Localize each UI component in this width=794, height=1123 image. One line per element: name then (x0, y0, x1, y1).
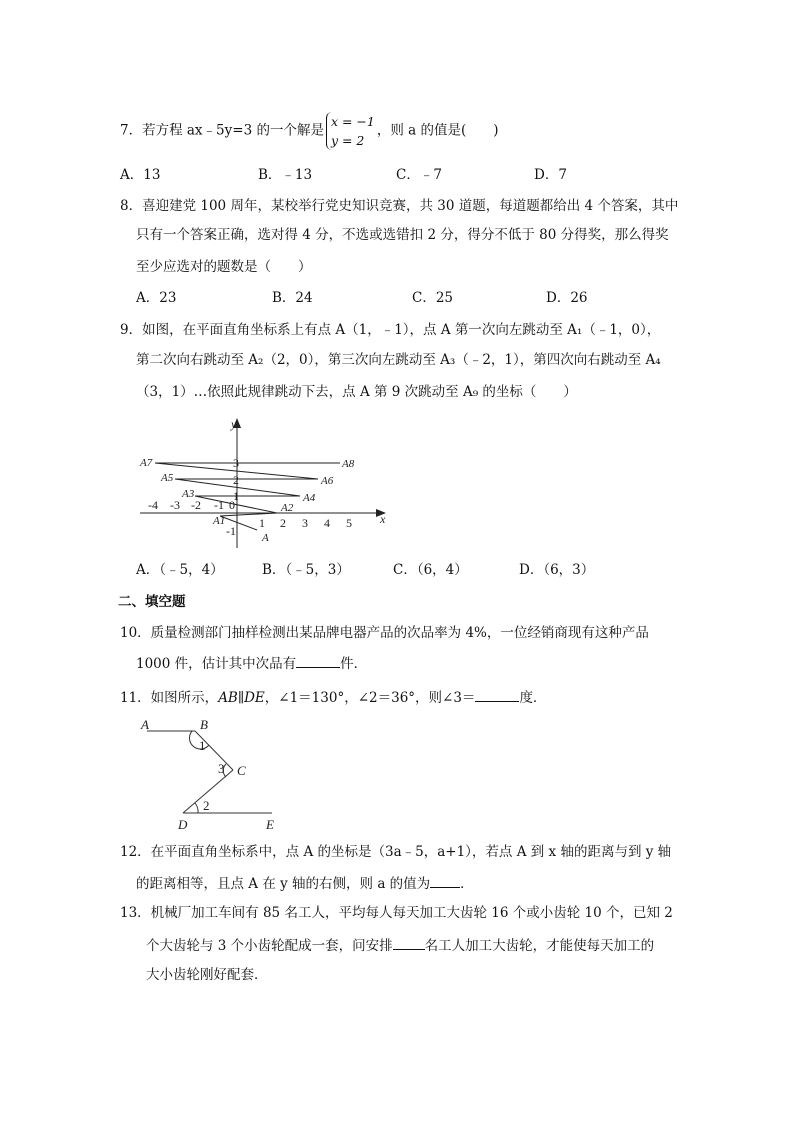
q13-text: 个大齿轮与 3 个小齿轮配成一套，问安排 (146, 938, 393, 954)
point-label: A (262, 532, 269, 544)
point-label: A4 (303, 492, 316, 504)
angle-2-label: 2 (203, 798, 210, 813)
x-tick: 1 (259, 516, 265, 530)
answer-blank[interactable] (430, 873, 460, 888)
q8-option-d: D．26 (546, 290, 588, 306)
q8-option-a: A．23 (136, 290, 177, 306)
equation-2: y = 2 (330, 133, 365, 148)
q12-line: 12．在平面直角坐标系中，点 A 的坐标是（3a﹣5，a+1），若点 A 到 x 轴的距离与到 y 轴 (120, 844, 672, 860)
point-label: A6 (321, 475, 334, 487)
y-label: y (231, 417, 237, 431)
q12-line (136, 873, 474, 893)
q9-line: 第二次向右跳动至 A₂（2，0），第三次向左跳动至 A₃（﹣2，1），第四次向右跳动至 A₄ (136, 352, 661, 368)
label-a: A (141, 717, 149, 732)
q7-option-d: D．7 (534, 167, 567, 183)
point-label: A8 (342, 458, 355, 470)
point-label: A7 (140, 457, 153, 469)
q13-line: 13．机械厂加工车间有 85 名工人，平均每人每天加工大齿轮 16 个或小齿轮 10 个，已知 2 (120, 905, 673, 921)
q10-line: 10．质量检测部门抽样检测出某品牌电器产品的次品率为 4%，一位经销商现有这种产品 (120, 625, 649, 641)
q9-option-b: B．（﹣5，3） (262, 562, 350, 578)
point-label: A1 (213, 515, 226, 527)
x-tick: -4 (148, 498, 158, 512)
answer-blank[interactable] (393, 935, 425, 950)
q11-text: 度． (519, 690, 547, 706)
angle-1-label: 1 (199, 738, 206, 753)
q11-line (120, 687, 546, 707)
q9-option-c: C．（6，4） (393, 562, 468, 578)
point-label: A5 (161, 472, 174, 484)
q13-text: 名工人加工大齿轮，才能使每天加工的 (424, 938, 655, 954)
y-tick: 3 (233, 456, 239, 470)
q12-text: 的距离相等，且点 A 在 y 轴的右侧，则 a 的值为 (136, 876, 431, 892)
q10-line (136, 653, 367, 673)
angle-2-arc (195, 803, 198, 813)
q8-line: 8．喜迎建党 100 周年，某校举行党史知识竞赛，共 30 道题，每道题都给出 4 个答案，其中 (120, 198, 679, 214)
x-tick: 0 (229, 498, 235, 512)
label-c: C (237, 763, 246, 778)
q13-line (146, 935, 654, 955)
x-label: x (380, 512, 386, 526)
q7-tail: ，则 a 的值是( ) (376, 122, 499, 139)
x-tick: -3 (170, 498, 180, 512)
parallel-lines-figure (147, 731, 272, 813)
x-tick: -2 (191, 498, 201, 512)
q9-line: （3，1）…依照此规律跳动下去，点 A 第 9 次跳动至 A₉ 的坐标（ ） (136, 384, 577, 400)
equation-1: x = −1 (330, 114, 375, 129)
q8-line: 只有一个答案正确，选对得 4 分，不选或选错扣 2 分，得分不低于 80 分得奖，那么得奖 (136, 227, 669, 243)
label-e: E (266, 817, 274, 832)
q10-text: 件． (340, 656, 368, 672)
x-tick: 4 (324, 516, 330, 530)
y-tick: -1 (226, 524, 236, 538)
q7-option-a: A．13 (120, 167, 161, 183)
q9-option-d: D．（6，3） (519, 562, 595, 578)
x-tick: 2 (280, 516, 286, 530)
q9-option-a: A．（﹣5，4） (136, 562, 224, 578)
x-tick: 5 (346, 516, 352, 530)
q7-stem: 7．若方程 ax﹣5y=3 的一个解是 (120, 122, 324, 139)
angle-3-label: 3 (218, 761, 225, 776)
y-tick: 2 (233, 473, 239, 487)
q8-option-b: B．24 (272, 290, 313, 306)
q12-text: ． (460, 876, 474, 892)
label-b: B (200, 717, 208, 732)
label-d: D (178, 817, 188, 832)
point-label: A3 (182, 488, 195, 500)
x-tick: -1 (214, 498, 224, 512)
q8-option-c: C．25 (412, 290, 454, 306)
q10-text: 1000 件，估计其中次品有 (136, 656, 297, 672)
x-tick: 3 (302, 516, 308, 530)
q8-line: 至少应选对的题数是（ ） (136, 259, 312, 275)
point-label: A2 (281, 502, 294, 514)
section-heading: 二、填空题 (118, 594, 186, 610)
q7-option-c: C．﹣7 (396, 167, 442, 183)
q7-option-b: B．﹣13 (258, 167, 313, 183)
q11-text: ，∠1＝130°，∠2＝36°，则∠3＝ (264, 690, 476, 706)
answer-blank[interactable] (475, 687, 519, 702)
y-tick: 1 (233, 489, 239, 503)
q13-line: 大小齿轮刚好配套． (146, 967, 268, 983)
q11-parallel: AB∥DE (218, 690, 265, 706)
answer-blank[interactable] (296, 653, 340, 668)
q11-text: 11．如图所示， (120, 690, 219, 706)
q9-line: 9．如图，在平面直角坐标系上有点 A（1，﹣1），点 A 第一次向左跳动至 A₁（﹣1，0）， (120, 322, 661, 338)
